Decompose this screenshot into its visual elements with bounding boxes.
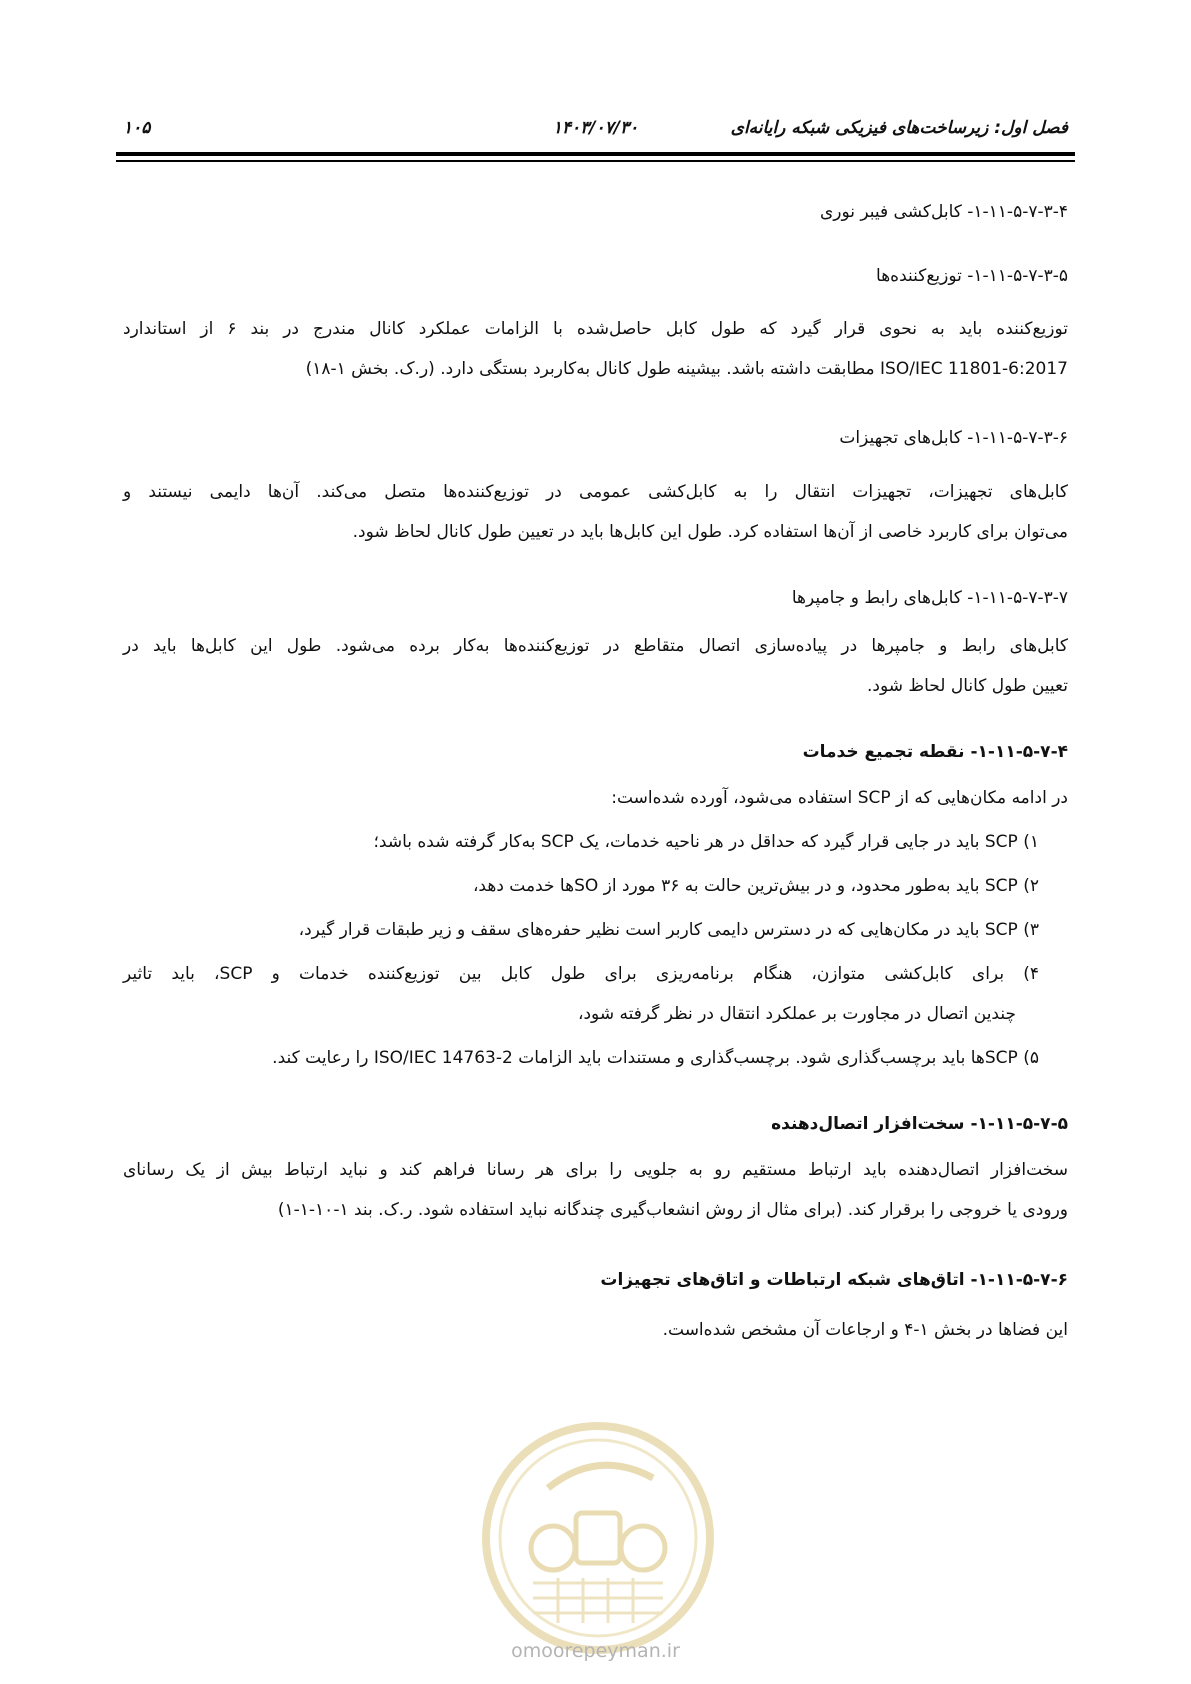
section-heading: ۱-۱۱-۵-۷-۴- نقطه تجمیع خدمات [802, 742, 1068, 762]
list-item: ۲) SCP باید به‌طور محدود، و در بیش‌ترین حالت به ۳۶ مورد از SOها خدمت دهد، [472, 876, 1039, 896]
paragraph-line: در ادامه مکان‌هایی که از SCP استفاده می‌شود، آورده شده‌است: [611, 788, 1068, 808]
list-item: ۱) SCP باید در جایی قرار گیرد که حداقل در هر ناحیه خدمات، یک SCP به‌کار گرفته شده باشد؛ [373, 832, 1039, 852]
section-heading: ۱-۱۱-۵-۷-۳-۶- کابل‌های تجهیزات [839, 428, 1068, 448]
section-heading: ۱-۱۱-۵-۷-۳-۷- کابل‌های رابط و جامپرها [791, 588, 1068, 608]
page-number: ۱۰۵ [123, 118, 151, 138]
paragraph-line: این فضاها در بخش ۱-۴ و ارجاعات آن مشخص شده‌است. [662, 1320, 1068, 1340]
watermark-logo-icon [478, 1418, 718, 1658]
section-heading: ۱-۱۱-۵-۷-۶- اتاق‌های شبکه ارتباطات و اتاق‌های تجهیزات [600, 1270, 1068, 1290]
list-item: ۵) SCPها باید برچسب‌گذاری شود. برچسب‌گذاری و مستندات باید الزامات ISO/IEC 14763-2 را رعایت کند. [272, 1048, 1039, 1068]
list-item: چندین اتصال در مجاورت بر عملکرد انتقال در نظر گرفته شود، [578, 1004, 1016, 1024]
paragraph-line: ورودی یا خروجی را برقرار کند. (برای مثال از روش انشعاب‌گیری چندگانه نباید استفاده شود. ر.ک. بند ۱-۱۰-۱-۱) [277, 1200, 1068, 1220]
header-rule-thick [116, 152, 1075, 156]
watermark-url: omoorepeyman.ir [511, 1640, 680, 1662]
list-item: ۴) برای کابل‌کشی متوازن، هنگام برنامه‌ریزی برای طول کابل بین توزیع‌کننده خدمات و SCP، باید تاثیر [123, 964, 1039, 984]
paragraph-line: سخت‌افزار اتصال‌دهنده باید ارتباط مستقیم رو به جلویی را برای هر رسانا فراهم کند و نباید ارتباط بیش از یک رسانای [123, 1160, 1068, 1180]
paragraph-line: تعیین طول کانال لحاظ شود. [866, 676, 1068, 696]
header-rule-thin [116, 160, 1075, 162]
section-heading: ۱-۱۱-۵-۷-۳-۴- کابل‌کشی فیبر نوری [819, 202, 1068, 222]
paragraph-line: توزیع‌کننده باید به نحوی قرار گیرد که طول کابل حاصل‌شده با الزامات عملکرد کانال مندرج در بند ۶ از استاندارد [123, 319, 1068, 339]
section-heading: ۱-۱۱-۵-۷-۵- سخت‌افزار اتصال‌دهنده [771, 1114, 1068, 1134]
paragraph-line: می‌توان برای کاربرد خاصی از آن‌ها استفاده کرد. طول این کابل‌ها باید در تعیین طول کانال لحاظ شود. [352, 522, 1068, 542]
header-date: ۱۴۰۳/۰۷/۳۰ [552, 118, 639, 138]
paragraph-line: کابل‌های تجهیزات، تجهیزات انتقال را به کابل‌کشی عمومی در توزیع‌کننده‌ها متصل می‌کند. آن‌ها دایمی نیستند و [123, 482, 1068, 502]
paragraph-line: کابل‌های رابط و جامپرها در پیاده‌سازی اتصال متقاطع در توزیع‌کننده‌ها به‌کار برده می‌شود. طول این کابل‌ها باید در [123, 636, 1068, 656]
section-heading: ۱-۱۱-۵-۷-۳-۵- توزیع‌کننده‌ها [876, 266, 1068, 286]
paragraph-line: ISO/IEC 11801-6:2017 مطابقت داشته باشد. بیشینه طول کانال به‌کاربرد بستگی دارد. (ر.ک. بخش ۱-۱۸) [305, 359, 1068, 379]
list-item: ۳) SCP باید در مکان‌هایی که در دسترس دایمی کاربر است نظیر حفره‌های سقف و زیر طبقات قرار گیرد، [298, 920, 1039, 940]
chapter-title: فصل اول: زیرساخت‌های فیزیکی شبکه رایانه‌ای [730, 118, 1068, 138]
